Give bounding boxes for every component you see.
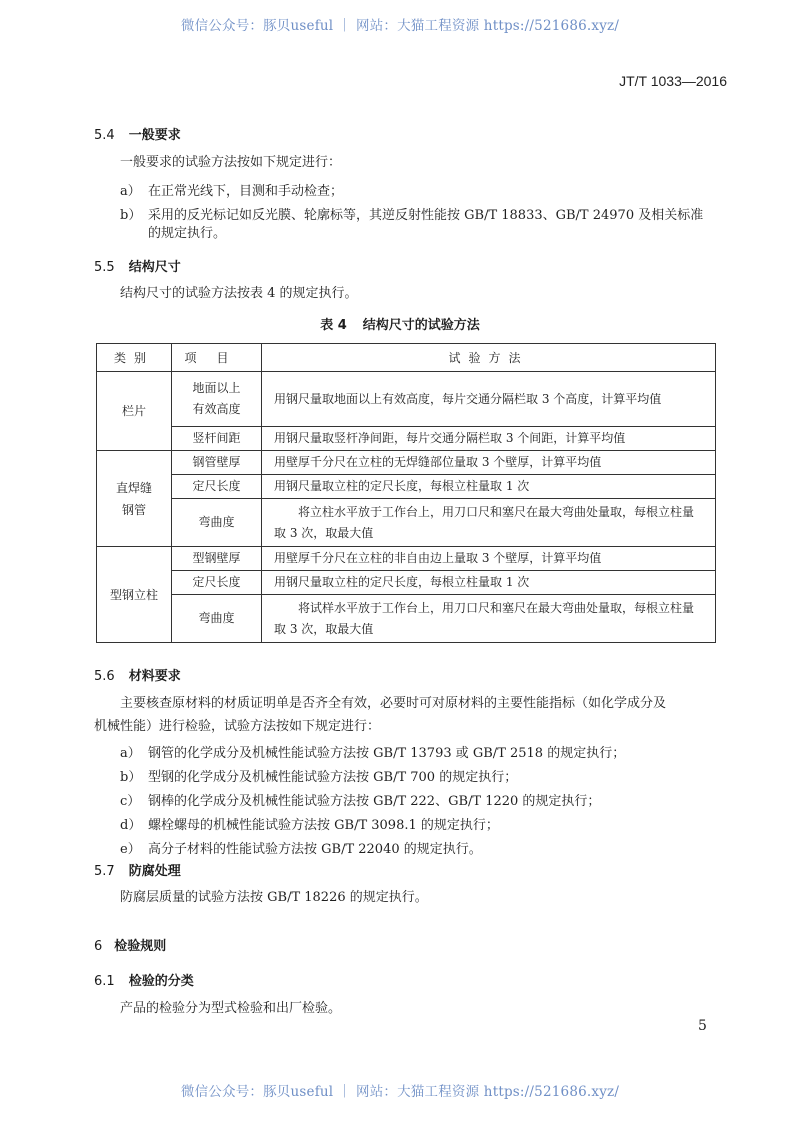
section-5-4-intro: 一般要求的试验方法按如下规定进行： [120, 155, 342, 170]
table-row [97, 427, 716, 451]
list-marker: b） [120, 208, 142, 223]
section-title: 防腐处理 [128, 864, 181, 879]
section-number: 5.4 [94, 128, 115, 143]
section-number: 5.7 [94, 864, 115, 879]
table-caption [0, 314, 800, 333]
watermark-bottom: 微信公众号：豚贝useful ｜ 网站：大猫工程资源 https://521686.xyz/ [180, 1084, 620, 1100]
list-item [120, 766, 517, 785]
section-6-1-text: 产品的检验分为型式检验和出厂检验。 [120, 1001, 342, 1016]
structure-dimension-test-table [96, 343, 716, 643]
section-title: 结构尺寸 [128, 260, 181, 275]
table-row [97, 547, 716, 571]
item-line: 有效高度 [192, 402, 241, 416]
section-number: 6 [94, 939, 103, 954]
list-item [120, 838, 482, 857]
item-line: 地面以上 [192, 381, 241, 395]
section-5-7-heading [94, 860, 181, 879]
list-marker: d） [120, 818, 142, 833]
item-cell: 型钢壁厚 [172, 547, 262, 571]
header-method: 试验方法 [262, 344, 716, 372]
method-cell: 用钢尺量取立柱的定尺长度，每根立柱量取 1 次 [262, 475, 716, 499]
table-header-row [97, 344, 716, 372]
method-cell: 用壁厚千分尺在立柱的无焊缝部位量取 3 个壁厚，计算平均值 [262, 451, 716, 475]
list-item [120, 742, 625, 761]
table-row [97, 595, 716, 643]
section-number: 6.1 [94, 974, 115, 989]
section-5-6-intro-line1: 主要核查原材料的材质证明单是否齐全有效，必要时可对原材料的主要性能指标（如化学成分及 [120, 696, 667, 711]
page-number: 5 [698, 1018, 707, 1034]
table-row [97, 475, 716, 499]
list-text-continuation: 的规定执行。 [148, 226, 227, 241]
item-cell: 弯曲度 [172, 499, 262, 547]
table-number: 表 4 [320, 318, 347, 333]
list-marker: e） [120, 842, 141, 857]
section-5-5-heading [94, 256, 181, 275]
section-5-4-heading [94, 124, 181, 143]
category-cell [97, 451, 172, 547]
list-text: 在正常光线下，目测和手动检查； [148, 184, 344, 199]
method-cell: 用钢尺量取地面以上有效高度，每片交通分隔栏取 3 个高度，计算平均值 [262, 372, 716, 427]
section-title: 材料要求 [128, 669, 181, 684]
standard-code: JT/T 1033—2016 [619, 73, 727, 89]
table-row [97, 499, 716, 547]
method-cell: 将立柱水平放于工作台上，用刀口尺和塞尺在最大弯曲处量取，每根立柱量取 3 次，取最大值 [262, 499, 716, 547]
watermark-top: 微信公众号：豚贝useful ｜ 网站：大猫工程资源 https://521686.xyz/ [180, 18, 620, 34]
section-number: 5.6 [94, 669, 115, 684]
category-line: 钢管 [121, 502, 146, 517]
section-title: 检验规则 [114, 939, 167, 954]
list-marker: a） [120, 184, 141, 199]
list-item [120, 204, 703, 223]
table-row [97, 571, 716, 595]
section-5-5-intro: 结构尺寸的试验方法按表 4 的规定执行。 [120, 286, 358, 301]
item-cell: 定尺长度 [172, 571, 262, 595]
category-cell: 栏片 [97, 372, 172, 451]
item-cell: 定尺长度 [172, 475, 262, 499]
category-line: 直焊缝 [115, 480, 152, 495]
item-cell: 弯曲度 [172, 595, 262, 643]
method-cell: 用钢尺量取立柱的定尺长度，每根立柱量取 1 次 [262, 571, 716, 595]
section-title: 一般要求 [128, 128, 181, 143]
header-category: 类别 [97, 344, 172, 372]
list-marker: c） [120, 794, 141, 809]
section-6-1-heading [94, 970, 194, 989]
method-cell: 用钢尺量取竖杆净间距，每片交通分隔栏取 3 个间距，计算平均值 [262, 427, 716, 451]
section-5-6-intro-line2: 机械性能）进行检验，试验方法按如下规定进行： [94, 719, 381, 734]
list-text: 螺栓螺母的机械性能试验方法按 GB/T 3098.1 的规定执行； [148, 818, 499, 833]
chapter-6-heading [94, 935, 166, 954]
list-marker: b） [120, 770, 142, 785]
section-number: 5.5 [94, 260, 115, 275]
list-item [120, 814, 499, 833]
list-item [120, 790, 600, 809]
list-text: 钢棒的化学成分及机械性能试验方法按 GB/T 222、GB/T 1220 的规定执行； [148, 794, 601, 809]
table-row [97, 451, 716, 475]
list-text: 高分子材料的性能试验方法按 GB/T 22040 的规定执行。 [148, 842, 482, 857]
item-cell: 钢管壁厚 [172, 451, 262, 475]
section-5-7-text: 防腐层质量的试验方法按 GB/T 18226 的规定执行。 [120, 890, 428, 905]
list-text: 钢管的化学成分及机械性能试验方法按 GB/T 13793 或 GB/T 2518 的规定执行； [148, 746, 626, 761]
header-item: 项目 [172, 344, 262, 372]
category-cell: 型钢立柱 [97, 547, 172, 643]
section-title: 检验的分类 [128, 974, 194, 989]
table-row [97, 372, 716, 427]
method-cell: 用壁厚千分尺在立柱的非自由边上量取 3 个壁厚，计算平均值 [262, 547, 716, 571]
table-title: 结构尺寸的试验方法 [362, 318, 480, 333]
item-cell: 竖杆间距 [172, 427, 262, 451]
item-cell [172, 372, 262, 427]
method-cell: 将试样水平放于工作台上，用刀口尺和塞尺在最大弯曲处量取，每根立柱量取 3 次，取最大值 [262, 595, 716, 643]
list-text: 采用的反光标记如反光膜、轮廓标等，其逆反射性能按 GB/T 18833、GB/T 24970 及相关标准 [148, 208, 704, 223]
section-5-6-heading [94, 665, 181, 684]
list-text: 型钢的化学成分及机械性能试验方法按 GB/T 700 的规定执行； [148, 770, 518, 785]
list-marker: a） [120, 746, 141, 761]
list-item [120, 180, 343, 199]
